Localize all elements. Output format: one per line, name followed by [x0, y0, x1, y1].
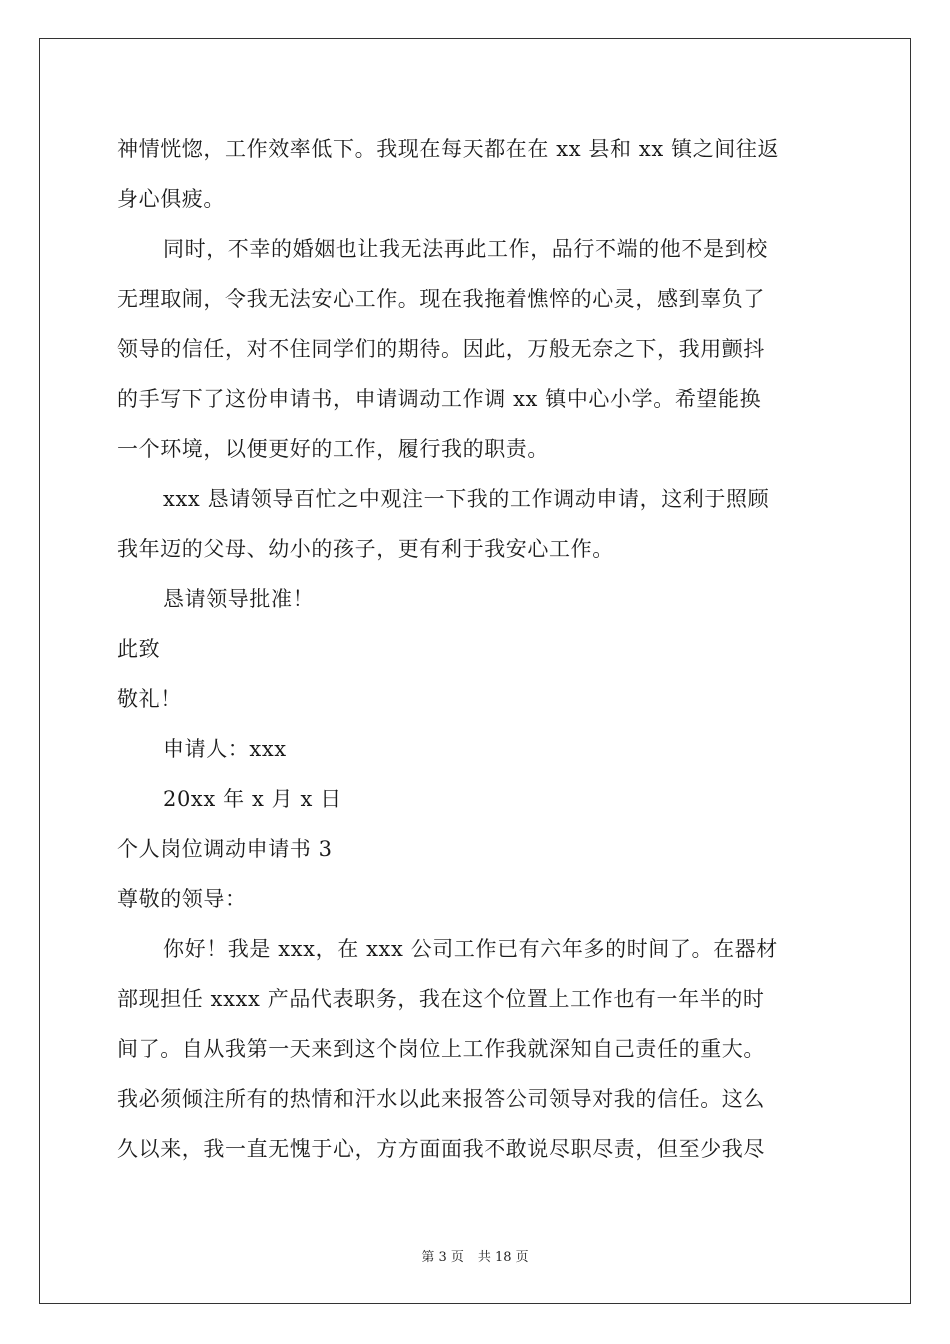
text-line-10: 恳请领导批准！	[163, 587, 315, 611]
text-line-6: 的手写下了这份申请书，申请调动工作调 xx 镇中心小学。希望能换	[117, 387, 762, 411]
page-number: 第 3 页	[421, 1250, 464, 1265]
text-line-19: 间了。自从我第一天来到这个岗位上工作我就深知自己责任的重大。	[117, 1037, 765, 1061]
text-line-8: xxx 恳请领导百忙之中观注一下我的工作调动申请，这利于照顾	[163, 487, 770, 511]
text-line-20: 我必须倾注所有的热情和汗水以此来报答公司领导对我的信任。这么	[117, 1087, 765, 1111]
total-pages: 共 18 页	[477, 1250, 529, 1265]
page-footer	[0, 1246, 950, 1265]
applicant-line: 申请人：xxx	[163, 737, 287, 761]
text-line-17: 你好！我是 xxx，在 xxx 公司工作已有六年多的时间了。在器材	[163, 937, 778, 961]
text-line-7: 一个环境，以便更好的工作，履行我的职责。	[117, 437, 549, 461]
text-line-3: 同时，不幸的婚姻也让我无法再此工作，品行不端的他不是到校	[163, 237, 768, 261]
text-line-9: 我年迈的父母、幼小的孩子，更有利于我安心工作。	[117, 537, 614, 561]
greeting-line: 尊敬的领导：	[117, 887, 247, 911]
date-line: 20xx 年 x 月 x 日	[163, 787, 342, 811]
text-line-21: 久以来，我一直无愧于心，方方面面我不敢说尽职尽责，但至少我尽	[117, 1137, 765, 1161]
text-line-2: 身心俱疲。	[117, 187, 225, 211]
closing-line: 敬礼！	[117, 687, 182, 711]
text-line-1: 神情恍惚，工作效率低下。我现在每天都在在 xx 县和 xx 镇之间往返	[117, 137, 780, 161]
document-body	[117, 124, 837, 1174]
text-line-18: 部现担任 xxxx 产品代表职务，我在这个位置上工作也有一年半的时	[117, 987, 765, 1011]
text-line-5: 领导的信任，对不住同学们的期待。因此，万般无奈之下，我用颤抖	[117, 337, 765, 361]
section-title: 个人岗位调动申请书 3	[117, 837, 333, 861]
text-line-4: 无理取闹，令我无法安心工作。现在我拖着憔悴的心灵，感到辜负了	[117, 287, 765, 311]
salutation-line: 此致	[117, 637, 161, 661]
